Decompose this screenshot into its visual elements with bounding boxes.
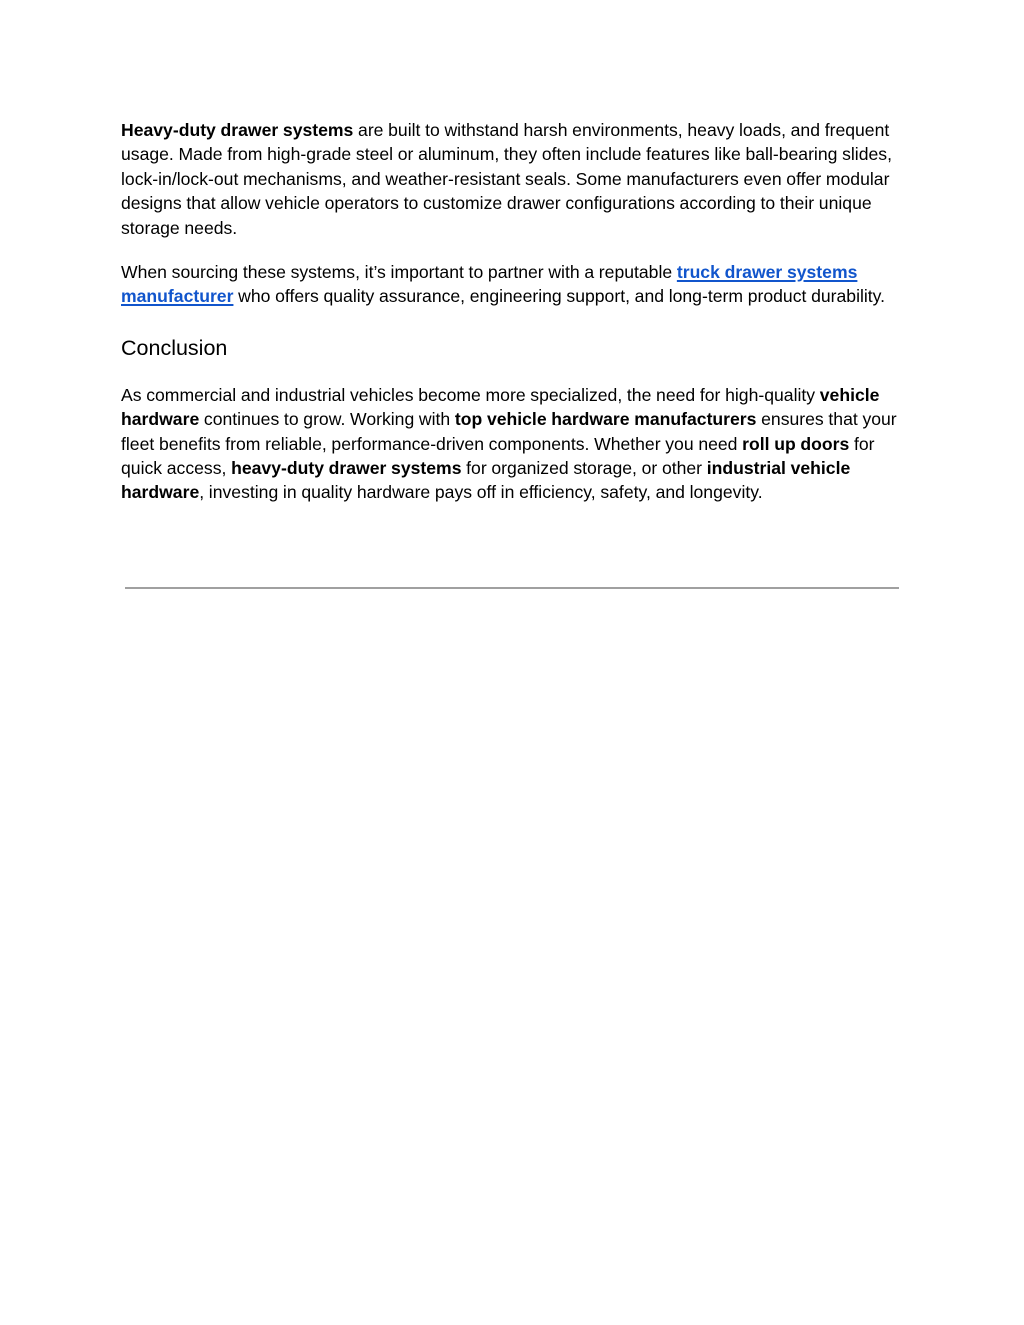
bold-heavy-duty-drawer-systems: Heavy-duty drawer systems — [121, 120, 354, 140]
paragraph-text: for organized storage, or other — [461, 458, 707, 479]
paragraph-conclusion — [121, 383, 903, 505]
paragraph-text: ensures that your fleet benefits from reliable, performance-driven components. Whether you need — [121, 409, 897, 454]
bold-roll-up-doors: roll up doors — [742, 433, 850, 454]
bold-industrial-vehicle-hardware: industrial vehicle hardware — [121, 458, 851, 503]
paragraph-text: for quick access, — [121, 433, 875, 479]
paragraph-text: , investing in quality hardware pays off in efficiency, safety, and longevity. — [199, 482, 763, 503]
paragraph-drawer-systems — [121, 118, 903, 240]
bold-top-vehicle-hardware-manufacturers: top vehicle hardware manufacturers — [454, 409, 757, 430]
bold-heavy-duty-drawer-systems: heavy-duty drawer systems — [231, 458, 462, 479]
truck-drawer-systems-manufacturer-link[interactable]: truck drawer systems manufacturer — [121, 262, 858, 307]
conclusion-heading: Conclusion — [121, 335, 228, 360]
document-body — [121, 118, 903, 505]
paragraph-text: As commercial and industrial vehicles become more specialized, the need for high-quality — [121, 384, 820, 405]
paragraph-text: are built to withstand harsh environments, heavy loads, and frequent usage. Made from high-grade steel or aluminum, they often include features like ball-bearing slides, lock-in/lock-out mechanisms, and weather-resistant seals. Some manufacturers even offer modular designs that allow vehicle operators to customize drawer configurations according to their unique storage needs. — [121, 120, 892, 238]
bold-vehicle-hardware: vehicle hardware — [121, 384, 880, 430]
paragraph-text: When sourcing these systems, it’s important to partner with a reputable — [121, 262, 677, 283]
paragraph-text: continues to grow. Working with — [199, 409, 455, 430]
horizontal-rule — [125, 587, 899, 589]
paragraph-sourcing — [121, 260, 903, 309]
paragraph-text: who offers quality assurance, engineering support, and long-term product durability. — [233, 286, 886, 307]
